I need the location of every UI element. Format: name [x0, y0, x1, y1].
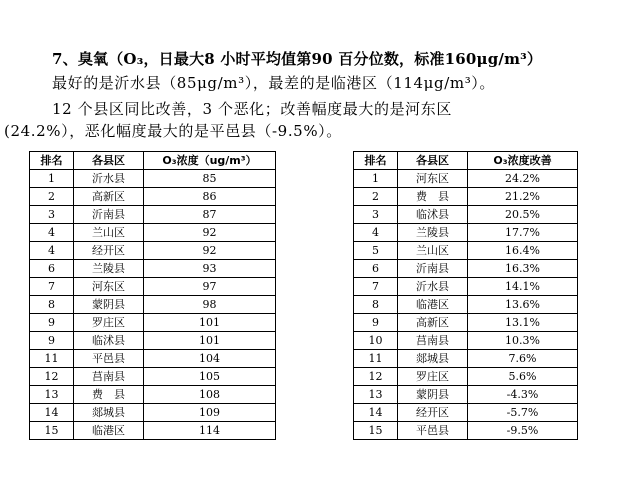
cell-value: 86: [144, 188, 276, 206]
cell-rank: 4: [30, 224, 74, 242]
cell-value: -5.7%: [468, 404, 578, 422]
cell-rank: 8: [30, 296, 74, 314]
cell-county: 经开区: [74, 242, 144, 260]
table-row: [354, 350, 578, 368]
table-row: [30, 404, 276, 422]
section-heading: 7、臭氧（O₃，日最大8 小时平均值第90 百分位数，标准160μg/m³）: [52, 50, 543, 68]
cell-value: 108: [144, 386, 276, 404]
table-row: [354, 242, 578, 260]
table-row: [30, 332, 276, 350]
cell-county: 临沭县: [74, 332, 144, 350]
cell-value: 87: [144, 206, 276, 224]
cell-rank: 2: [30, 188, 74, 206]
cell-county: 河东区: [398, 170, 468, 188]
paragraph-line-2: 12 个县区同比改善，3 个恶化；改善幅度最大的是河东区: [52, 100, 452, 118]
cell-value: 85: [144, 170, 276, 188]
cell-county: 费 县: [74, 386, 144, 404]
cell-county: 临港区: [74, 422, 144, 440]
improvement-ranking-table: [353, 151, 578, 440]
cell-value: 101: [144, 332, 276, 350]
cell-county: 罗庄区: [398, 368, 468, 386]
cell-county: 费 县: [398, 188, 468, 206]
paragraph-line-3: (24.2%），恶化幅度最大的是平邑县（-9.5%）。: [4, 122, 342, 140]
cell-rank: 7: [30, 278, 74, 296]
cell-value: 5.6%: [468, 368, 578, 386]
cell-county: 郯城县: [398, 350, 468, 368]
cell-value: 92: [144, 224, 276, 242]
table-row: [354, 260, 578, 278]
cell-rank: 15: [354, 422, 398, 440]
cell-value: 104: [144, 350, 276, 368]
cell-value: 21.2%: [468, 188, 578, 206]
header-county: 各县区: [398, 152, 468, 170]
cell-value: 93: [144, 260, 276, 278]
table-row: [354, 404, 578, 422]
cell-rank: 2: [354, 188, 398, 206]
header-county: 各县区: [74, 152, 144, 170]
table-header-row: [354, 152, 578, 170]
cell-rank: 14: [354, 404, 398, 422]
cell-county: 河东区: [74, 278, 144, 296]
cell-value: 20.5%: [468, 206, 578, 224]
table-row: [30, 206, 276, 224]
cell-county: 高新区: [74, 188, 144, 206]
paragraph-line-1: 最好的是沂水县（85μg/m³），最差的是临港区（114μg/m³）。: [52, 74, 496, 92]
cell-rank: 9: [30, 314, 74, 332]
cell-county: 兰山区: [398, 242, 468, 260]
cell-value: -4.3%: [468, 386, 578, 404]
cell-rank: 1: [354, 170, 398, 188]
table-row: [354, 422, 578, 440]
cell-value: 13.1%: [468, 314, 578, 332]
cell-rank: 14: [30, 404, 74, 422]
table-row: [30, 224, 276, 242]
cell-county: 临沭县: [398, 206, 468, 224]
table-row: [30, 368, 276, 386]
cell-rank: 12: [354, 368, 398, 386]
cell-value: 14.1%: [468, 278, 578, 296]
cell-value: 7.6%: [468, 350, 578, 368]
table-row: [30, 296, 276, 314]
table-row: [354, 170, 578, 188]
header-concentration: O₃浓度（ug/m³）: [144, 152, 276, 170]
cell-value: 24.2%: [468, 170, 578, 188]
table-row: [30, 314, 276, 332]
cell-rank: 9: [354, 314, 398, 332]
cell-rank: 4: [30, 242, 74, 260]
cell-county: 兰陵县: [74, 260, 144, 278]
cell-value: 98: [144, 296, 276, 314]
cell-rank: 8: [354, 296, 398, 314]
cell-rank: 3: [354, 206, 398, 224]
cell-rank: 13: [354, 386, 398, 404]
cell-rank: 11: [30, 350, 74, 368]
cell-county: 郯城县: [74, 404, 144, 422]
cell-rank: 6: [354, 260, 398, 278]
cell-rank: 15: [30, 422, 74, 440]
cell-county: 罗庄区: [74, 314, 144, 332]
cell-rank: 12: [30, 368, 74, 386]
cell-county: 兰山区: [74, 224, 144, 242]
cell-value: 101: [144, 314, 276, 332]
table-row: [30, 278, 276, 296]
cell-county: 平邑县: [398, 422, 468, 440]
cell-value: 16.3%: [468, 260, 578, 278]
cell-rank: 10: [354, 332, 398, 350]
table-row: [354, 332, 578, 350]
table-row: [354, 206, 578, 224]
cell-value: 97: [144, 278, 276, 296]
cell-value: 13.6%: [468, 296, 578, 314]
table-row: [354, 278, 578, 296]
header-rank: 排名: [30, 152, 74, 170]
table-row: [30, 350, 276, 368]
table-row: [354, 224, 578, 242]
cell-county: 沂南县: [398, 260, 468, 278]
cell-rank: 9: [30, 332, 74, 350]
header-rank: 排名: [354, 152, 398, 170]
cell-county: 临港区: [398, 296, 468, 314]
table-row: [354, 368, 578, 386]
cell-value: 114: [144, 422, 276, 440]
table-header-row: [30, 152, 276, 170]
table-row: [30, 170, 276, 188]
table-row: [30, 260, 276, 278]
cell-county: 沂水县: [398, 278, 468, 296]
cell-rank: 5: [354, 242, 398, 260]
table-row: [30, 188, 276, 206]
cell-county: 平邑县: [74, 350, 144, 368]
cell-county: 莒南县: [74, 368, 144, 386]
cell-rank: 1: [30, 170, 74, 188]
cell-rank: 13: [30, 386, 74, 404]
cell-value: 17.7%: [468, 224, 578, 242]
table-row: [30, 386, 276, 404]
table-row: [30, 242, 276, 260]
table-row: [30, 422, 276, 440]
concentration-ranking-table: [29, 151, 276, 440]
cell-rank: 11: [354, 350, 398, 368]
cell-value: 16.4%: [468, 242, 578, 260]
cell-value: 105: [144, 368, 276, 386]
cell-value: 92: [144, 242, 276, 260]
cell-county: 经开区: [398, 404, 468, 422]
cell-county: 莒南县: [398, 332, 468, 350]
cell-value: 10.3%: [468, 332, 578, 350]
cell-county: 高新区: [398, 314, 468, 332]
cell-value: -9.5%: [468, 422, 578, 440]
cell-rank: 3: [30, 206, 74, 224]
cell-county: 沂水县: [74, 170, 144, 188]
cell-county: 兰陵县: [398, 224, 468, 242]
cell-county: 蒙阴县: [398, 386, 468, 404]
cell-value: 109: [144, 404, 276, 422]
cell-rank: 7: [354, 278, 398, 296]
table-row: [354, 188, 578, 206]
table-row: [354, 314, 578, 332]
header-improvement: O₃浓度改善: [468, 152, 578, 170]
cell-rank: 4: [354, 224, 398, 242]
cell-rank: 6: [30, 260, 74, 278]
cell-county: 蒙阴县: [74, 296, 144, 314]
cell-county: 沂南县: [74, 206, 144, 224]
table-row: [354, 296, 578, 314]
table-row: [354, 386, 578, 404]
